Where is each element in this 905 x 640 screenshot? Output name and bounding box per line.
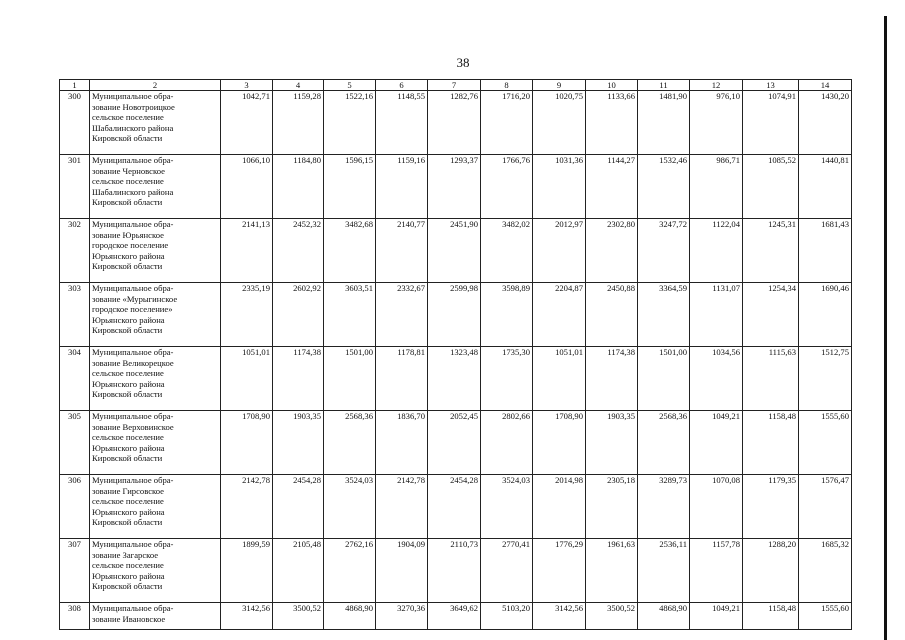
- table-row: [60, 475, 852, 539]
- column-header: 7: [428, 80, 481, 91]
- value-cell: 3482,68: [324, 219, 376, 283]
- row-number: 307: [60, 539, 90, 603]
- value-cell: 2452,32: [273, 219, 324, 283]
- value-cell: 2012,97: [533, 219, 586, 283]
- municipality-name: [90, 219, 221, 283]
- value-cell: 1708,90: [533, 411, 586, 475]
- value-cell: 1681,43: [799, 219, 852, 283]
- name-line: Юрьянского района: [92, 250, 165, 261]
- value-cell: 1555,60: [799, 411, 852, 475]
- value-cell: 3247,72: [638, 219, 690, 283]
- row-number: 303: [60, 283, 90, 347]
- row-number: 304: [60, 347, 90, 411]
- value-cell: 2105,48: [273, 539, 324, 603]
- value-cell: 2142,78: [221, 475, 273, 539]
- table-row: [60, 411, 852, 475]
- name-line: зование Верховинское: [92, 421, 174, 432]
- value-cell: 976,10: [690, 91, 743, 155]
- name-line: Кировской области: [92, 133, 163, 143]
- value-cell: 2140,77: [376, 219, 428, 283]
- value-cell: 2454,28: [273, 475, 324, 539]
- value-cell: 1051,01: [221, 347, 273, 411]
- value-cell: 1903,35: [586, 411, 638, 475]
- table-body: [60, 91, 852, 630]
- column-header: 11: [638, 80, 690, 91]
- name-line: Кировской области: [92, 453, 163, 463]
- value-cell: 1440,81: [799, 155, 852, 219]
- value-cell: 1293,37: [428, 155, 481, 219]
- column-header: 4: [273, 80, 324, 91]
- name-line: зование Загарское: [92, 549, 159, 560]
- tariff-table: [59, 79, 852, 630]
- value-cell: 2052,45: [428, 411, 481, 475]
- name-line: Кировской области: [92, 325, 163, 335]
- name-line: Муниципальное обра-: [92, 91, 174, 101]
- value-cell: 1158,48: [743, 411, 799, 475]
- value-cell: 5103,20: [481, 603, 533, 630]
- value-cell: 1179,35: [743, 475, 799, 539]
- table-row: [60, 283, 852, 347]
- name-line: Кировской области: [92, 389, 163, 399]
- value-cell: 2536,11: [638, 539, 690, 603]
- page-number: 38: [456, 55, 470, 70]
- name-line: Кировской области: [92, 517, 163, 527]
- value-cell: 3500,52: [273, 603, 324, 630]
- value-cell: 2599,98: [428, 283, 481, 347]
- name-line: сельское поселение: [92, 432, 164, 442]
- value-cell: 1481,90: [638, 91, 690, 155]
- name-line: зование Ивановское: [92, 613, 166, 624]
- name-line: Муниципальное обра-: [92, 219, 174, 229]
- value-cell: 3142,56: [533, 603, 586, 630]
- header-row: [60, 80, 852, 91]
- value-cell: 1051,01: [533, 347, 586, 411]
- name-line: Кировской области: [92, 261, 163, 271]
- value-cell: 2568,36: [638, 411, 690, 475]
- value-cell: 1070,08: [690, 475, 743, 539]
- value-cell: 1904,09: [376, 539, 428, 603]
- value-cell: 1576,47: [799, 475, 852, 539]
- value-cell: 1685,32: [799, 539, 852, 603]
- value-cell: 1031,36: [533, 155, 586, 219]
- value-cell: 2450,88: [586, 283, 638, 347]
- column-header: 3: [221, 80, 273, 91]
- value-cell: 2770,41: [481, 539, 533, 603]
- value-cell: 1131,07: [690, 283, 743, 347]
- value-cell: 986,71: [690, 155, 743, 219]
- municipality-name: [90, 91, 221, 155]
- name-line: Шабалинского района: [92, 186, 174, 197]
- value-cell: 1522,16: [324, 91, 376, 155]
- value-cell: 1066,10: [221, 155, 273, 219]
- name-line: Юрьянского района: [92, 314, 165, 325]
- value-cell: 1961,63: [586, 539, 638, 603]
- value-cell: 2802,66: [481, 411, 533, 475]
- value-cell: 3482,02: [481, 219, 533, 283]
- value-cell: 1020,75: [533, 91, 586, 155]
- column-header: 1: [60, 80, 90, 91]
- value-cell: 1716,20: [481, 91, 533, 155]
- value-cell: 1690,46: [799, 283, 852, 347]
- value-cell: 1245,31: [743, 219, 799, 283]
- value-cell: 1254,34: [743, 283, 799, 347]
- name-line: сельское поселение: [92, 112, 164, 122]
- value-cell: 2302,80: [586, 219, 638, 283]
- name-line: Муниципальное обра-: [92, 155, 174, 165]
- value-cell: 3524,03: [324, 475, 376, 539]
- table-row: [60, 155, 852, 219]
- name-line: Юрьянского района: [92, 442, 165, 453]
- value-cell: 2204,87: [533, 283, 586, 347]
- value-cell: 1085,52: [743, 155, 799, 219]
- name-line: городское поселение: [92, 240, 169, 250]
- name-line: зование Черновское: [92, 165, 165, 176]
- municipality-name: [90, 283, 221, 347]
- name-line: Муниципальное обра-: [92, 411, 174, 421]
- value-cell: 1430,20: [799, 91, 852, 155]
- row-number: 308: [60, 603, 90, 630]
- name-line: городское поселение»: [92, 304, 173, 314]
- page-edge-bar: [884, 16, 887, 640]
- column-header: 5: [324, 80, 376, 91]
- value-cell: 1836,70: [376, 411, 428, 475]
- name-line: Кировской области: [92, 581, 163, 591]
- name-line: зование Гирсовское: [92, 485, 164, 496]
- value-cell: 1174,38: [273, 347, 324, 411]
- value-cell: 3364,59: [638, 283, 690, 347]
- name-line: сельское поселение: [92, 368, 164, 378]
- name-line: Кировской области: [92, 197, 163, 207]
- value-cell: 2141,13: [221, 219, 273, 283]
- municipality-name: [90, 475, 221, 539]
- value-cell: 3603,51: [324, 283, 376, 347]
- column-header: 10: [586, 80, 638, 91]
- value-cell: 3289,73: [638, 475, 690, 539]
- value-cell: 1178,81: [376, 347, 428, 411]
- value-cell: 2451,90: [428, 219, 481, 283]
- value-cell: 4868,90: [324, 603, 376, 630]
- value-cell: 2568,36: [324, 411, 376, 475]
- value-cell: 1596,15: [324, 155, 376, 219]
- value-cell: 2602,92: [273, 283, 324, 347]
- name-line: зование «Мурыгинское: [92, 293, 178, 304]
- value-cell: 2454,28: [428, 475, 481, 539]
- value-cell: 1323,48: [428, 347, 481, 411]
- row-number: 302: [60, 219, 90, 283]
- value-cell: 1735,30: [481, 347, 533, 411]
- value-cell: 3524,03: [481, 475, 533, 539]
- value-cell: 1512,75: [799, 347, 852, 411]
- row-number: 300: [60, 91, 90, 155]
- table-row: [60, 91, 852, 155]
- value-cell: 1899,59: [221, 539, 273, 603]
- value-cell: 1501,00: [324, 347, 376, 411]
- table-row: [60, 539, 852, 603]
- name-line: Муниципальное обра-: [92, 603, 174, 613]
- name-line: Шабалинского района: [92, 122, 174, 133]
- name-line: Юрьянского района: [92, 570, 165, 581]
- value-cell: 2335,19: [221, 283, 273, 347]
- column-header: 12: [690, 80, 743, 91]
- value-cell: 1903,35: [273, 411, 324, 475]
- name-line: Муниципальное обра-: [92, 347, 174, 357]
- value-cell: 1144,27: [586, 155, 638, 219]
- table-row: [60, 603, 852, 630]
- value-cell: 3598,89: [481, 283, 533, 347]
- value-cell: 2305,18: [586, 475, 638, 539]
- name-line: Муниципальное обра-: [92, 539, 174, 549]
- value-cell: 1159,28: [273, 91, 324, 155]
- value-cell: 1501,00: [638, 347, 690, 411]
- value-cell: 1532,46: [638, 155, 690, 219]
- value-cell: 1148,55: [376, 91, 428, 155]
- municipality-name: [90, 603, 221, 630]
- name-line: зование Великорецкое: [92, 357, 174, 368]
- name-line: сельское поселение: [92, 496, 164, 506]
- value-cell: 1074,91: [743, 91, 799, 155]
- column-header: 13: [743, 80, 799, 91]
- row-number: 305: [60, 411, 90, 475]
- value-cell: 1288,20: [743, 539, 799, 603]
- value-cell: 1115,63: [743, 347, 799, 411]
- value-cell: 1184,80: [273, 155, 324, 219]
- column-header: 14: [799, 80, 852, 91]
- name-line: Юрьянского района: [92, 506, 165, 517]
- row-number: 301: [60, 155, 90, 219]
- column-header: 2: [90, 80, 221, 91]
- value-cell: 1042,71: [221, 91, 273, 155]
- value-cell: 1158,48: [743, 603, 799, 630]
- value-cell: 3500,52: [586, 603, 638, 630]
- name-line: зование Новотроицкое: [92, 101, 175, 112]
- name-line: Муниципальное обра-: [92, 283, 174, 293]
- value-cell: 1708,90: [221, 411, 273, 475]
- value-cell: 2014,98: [533, 475, 586, 539]
- column-header: 6: [376, 80, 428, 91]
- value-cell: 1174,38: [586, 347, 638, 411]
- value-cell: 3270,36: [376, 603, 428, 630]
- name-line: сельское поселение: [92, 176, 164, 186]
- value-cell: 3649,62: [428, 603, 481, 630]
- value-cell: 1555,60: [799, 603, 852, 630]
- table-row: [60, 219, 852, 283]
- municipality-name: [90, 411, 221, 475]
- value-cell: 1776,29: [533, 539, 586, 603]
- value-cell: 4868,90: [638, 603, 690, 630]
- value-cell: 1049,21: [690, 603, 743, 630]
- value-cell: 2762,16: [324, 539, 376, 603]
- value-cell: 2332,67: [376, 283, 428, 347]
- value-cell: 3142,56: [221, 603, 273, 630]
- value-cell: 1122,04: [690, 219, 743, 283]
- column-header: 8: [481, 80, 533, 91]
- municipality-name: [90, 155, 221, 219]
- table-row: [60, 347, 852, 411]
- value-cell: 2110,73: [428, 539, 481, 603]
- municipality-name: [90, 347, 221, 411]
- value-cell: 1049,21: [690, 411, 743, 475]
- value-cell: 2142,78: [376, 475, 428, 539]
- value-cell: 1282,76: [428, 91, 481, 155]
- value-cell: 1766,76: [481, 155, 533, 219]
- value-cell: 1159,16: [376, 155, 428, 219]
- municipality-name: [90, 539, 221, 603]
- value-cell: 1034,56: [690, 347, 743, 411]
- column-header: 9: [533, 80, 586, 91]
- name-line: сельское поселение: [92, 560, 164, 570]
- row-number: 306: [60, 475, 90, 539]
- value-cell: 1157,78: [690, 539, 743, 603]
- name-line: Муниципальное обра-: [92, 475, 174, 485]
- name-line: Юрьянского района: [92, 378, 165, 389]
- name-line: зование Юрьянское: [92, 229, 164, 240]
- value-cell: 1133,66: [586, 91, 638, 155]
